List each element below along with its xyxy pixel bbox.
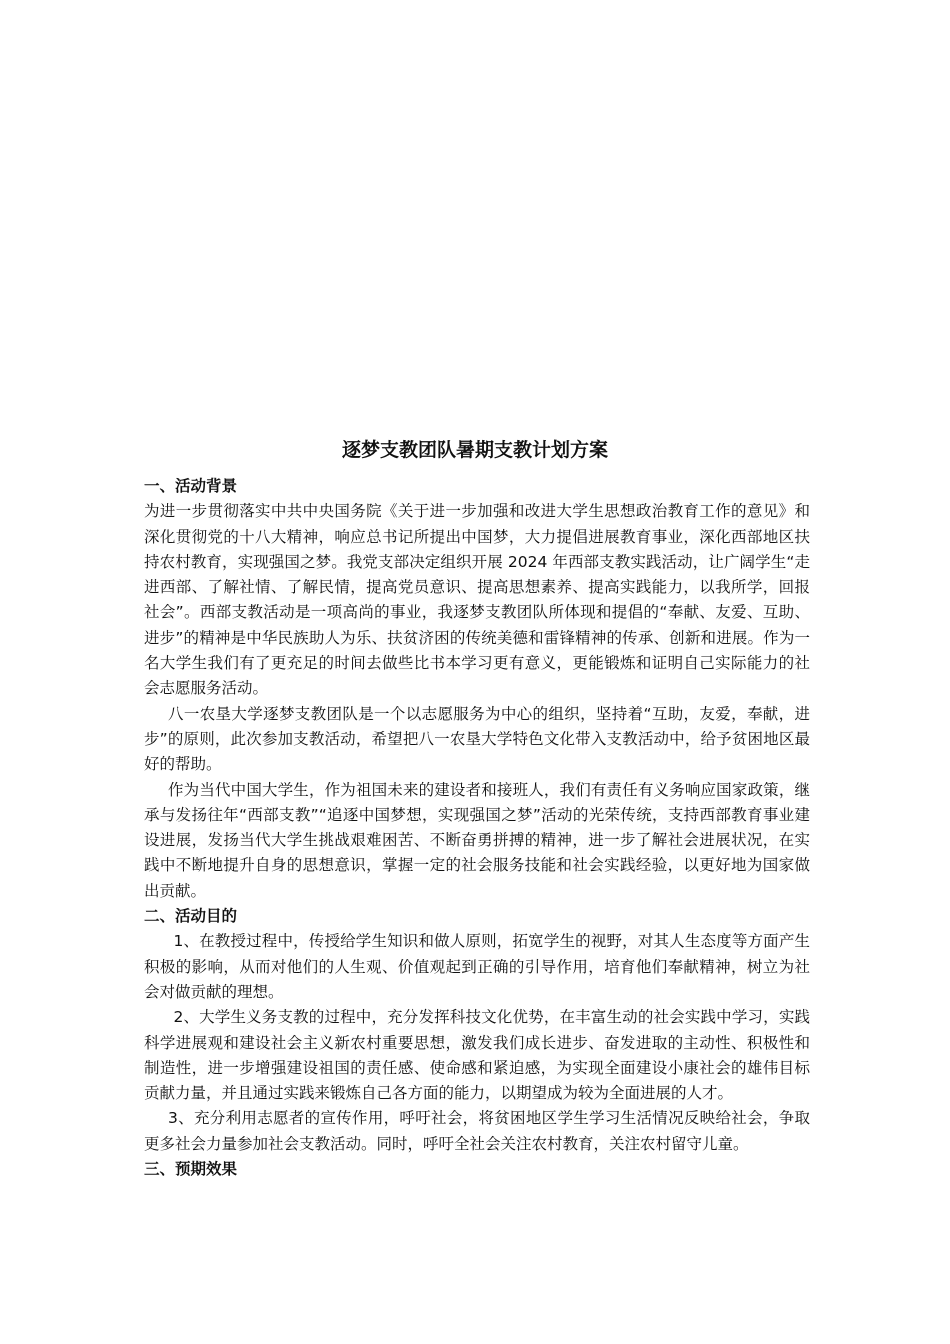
document-title: 逐梦支教团队暑期支教计划方案 — [341, 439, 608, 461]
section-heading-background: 一、活动背景 — [144, 477, 238, 495]
background-paragraph-1: 为进一步贯彻落实中共中央国务院《关于进一步加强和改进大学生思想政治教育工作的意见》和深化贯彻党的十八大精神，响应总书记所提出中国梦，大力提倡进展教育事业，深化西部地区扶持农村教育，实现强国之梦。我党支部决定组织开展 2024 年西部支教实践活动，让广阔学生“走进西部、了解社情、了解民情，提高党员意识、提高思想素养、提高实践能力，以我所学，回报社会”。西部支教活动是一项高尚的事业，我逐梦支教团队所体现和提倡的“奉献、友爱、互助、进步”的精神是中华民族助人为乐、扶贫济困的传统美德和雷锋精神的传承、创新和进展。作为一名大学生我们有了更充足的时间去做些比书本学习更有意义，更能锻炼和证明自己实际能力的社会志愿服务活动。 — [144, 502, 810, 698]
purpose-paragraph-3: 3、充分利用志愿者的宣传作用，呼吁社会，将贫困地区学生学习生活情况反映给社会，争取更多社会力量参加社会支教活动。同时，呼吁全社会关注农村教育，关注农村留守儿童。 — [144, 1109, 810, 1153]
background-paragraph-3: 作为当代中国大学生，作为祖国未来的建设者和接班人，我们有责任有义务响应国家政策，继承与发扬往年“西部支教”“追逐中国梦想，实现强国之梦”活动的光荣传统，支持西部教育事业建设进展，发扬当代大学生挑战艰难困苦、不断奋勇拼搏的精神，进一步了解社会进展状况，在实践中不断地提升自身的思想意识，掌握一定的社会服务技能和社会实践经验，以更好地为国家做出贡献。 — [144, 780, 810, 900]
purpose-paragraph-2: 2、大学生义务支教的过程中，充分发挥科技文化优势，在丰富生动的社会实践中学习，实践科学进展观和建设社会主义新农村重要思想，激发我们成长进步、奋发进取的主动性、积极性和制造性，进一步增强建设祖国的责任感、使命感和紧迫感，为实现全面建设小康社会的雄伟目标贡献力量，并且通过实践来锻炼自己各方面的能力，以期望成为较为全面进展的人才。 — [144, 1008, 810, 1103]
section-heading-purpose: 二、活动目的 — [144, 907, 238, 926]
purpose-paragraph-1: 1、在教授过程中，传授给学生知识和做人原则，拓宽学生的视野，对其人生态度等方面产生积极的影响，从而对他们的人生观、价值观起到正确的引导作用，培育他们奉献精神，树立为社会对做贡献的理想。 — [144, 932, 810, 1001]
document-body — [144, 474, 810, 1182]
section-heading-expected-results: 三、预期效果 — [144, 1160, 238, 1179]
background-paragraph-2: 八一农垦大学逐梦支教团队是一个以志愿服务为中心的组织，坚持着“互助，友爱，奉献，进步”的原则，此次参加支教活动，希望把八一农垦大学特色文化带入支教活动中，给予贫困地区最好的帮助。 — [144, 704, 810, 774]
